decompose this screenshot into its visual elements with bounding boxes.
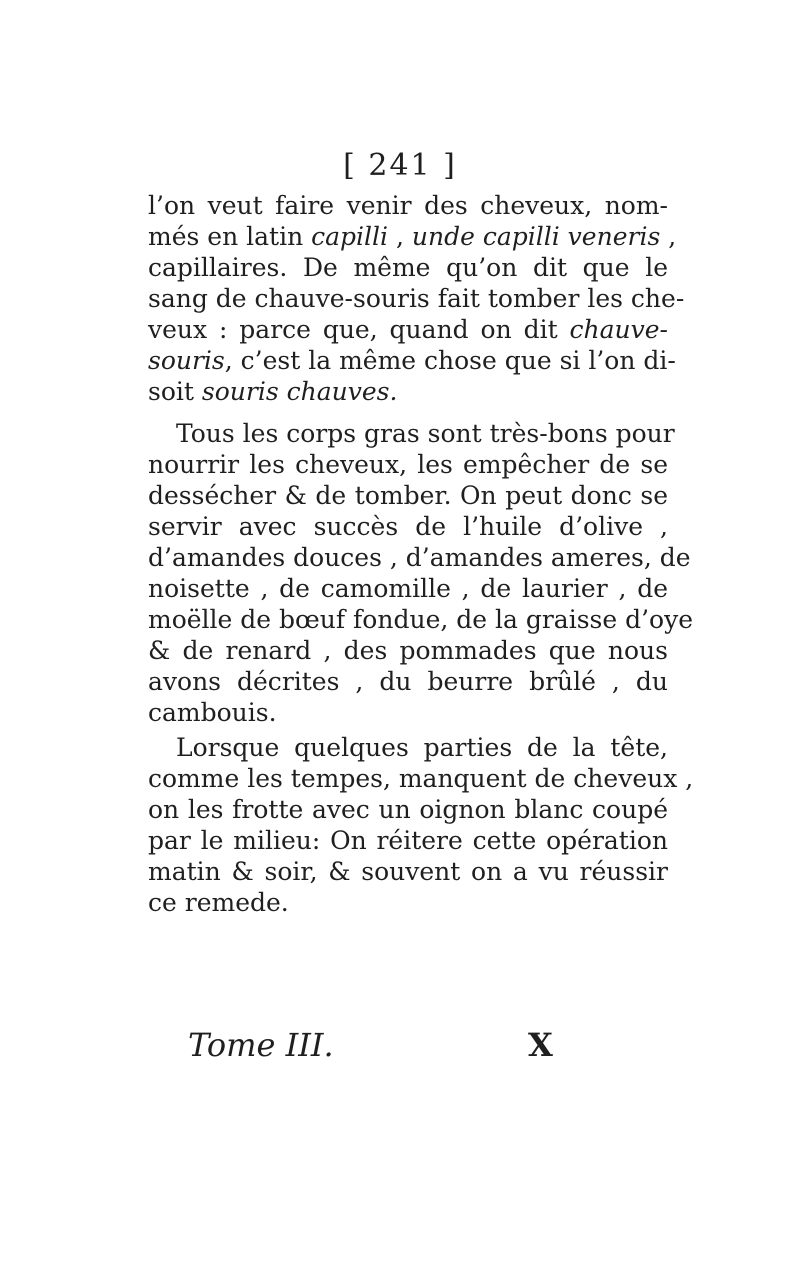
paragraph-1: [148, 190, 685, 407]
italic-term: souris chauves.: [201, 377, 398, 406]
text-line: Lorsque quelques parties de la tête,: [176, 733, 668, 762]
text-line: & de renard , des pommades que nous: [148, 636, 668, 665]
text-line: capillaires. De même qu’on dit que le: [148, 253, 668, 282]
text-line: sang de chauve-souris fait tomber les che-: [148, 284, 685, 313]
text-line: [148, 221, 677, 252]
volume-footer: Tome III.: [188, 1026, 334, 1064]
text-line: comme les tempes, manquent de cheveux ,: [148, 764, 694, 793]
text-line: Tous les corps gras sont très-bons pour: [176, 419, 675, 448]
text-span: ,: [668, 222, 677, 251]
text-line: l’on veut faire venir des cheveux, nom-: [148, 191, 668, 220]
text-span: més en latin: [148, 222, 304, 251]
italic-term: capilli: [311, 222, 389, 251]
italic-term: chauve-: [569, 315, 668, 344]
text-span: soit: [148, 377, 194, 406]
text-line: [148, 376, 668, 407]
text-line: moëlle de bœuf fondue, de la graisse d’oye: [148, 605, 694, 634]
text-line: dessécher & de tomber. On peut donc se: [148, 481, 668, 510]
text-line: on les frotte avec un oignon blanc coupé: [148, 795, 668, 824]
text-line: par le milieu: On réitere cette opération: [148, 826, 668, 855]
italic-term: unde capilli veneris: [411, 222, 661, 251]
signature-mark: X: [528, 1026, 553, 1064]
text-span: ,: [395, 222, 404, 251]
page-number: [ 241 ]: [343, 148, 457, 183]
text-line: noisette , de camomille , de laurier , de: [148, 574, 668, 603]
paragraph-2: [148, 418, 694, 728]
text-line: d’amandes douces , d’amandes ameres, de: [148, 543, 691, 572]
italic-term: souris: [148, 346, 225, 375]
text-line: cambouis.: [148, 698, 277, 727]
text-line: ce remede.: [148, 888, 289, 917]
text-line: matin & soir, & souvent on a vu réussir: [148, 857, 668, 886]
paragraph-3: [148, 732, 694, 918]
text-line: [148, 345, 676, 376]
text-line: avons décrites , du beurre brûlé , du: [148, 667, 668, 696]
text-line: servir avec succès de l’huile d’olive ,: [148, 512, 668, 541]
text-line: nourrir les cheveux, les empêcher de se: [148, 450, 668, 479]
text-span: veux : parce que, quand on dit: [148, 315, 558, 344]
text-line: [148, 314, 668, 345]
text-span: , c’est la même chose que si l’on di-: [224, 346, 676, 375]
